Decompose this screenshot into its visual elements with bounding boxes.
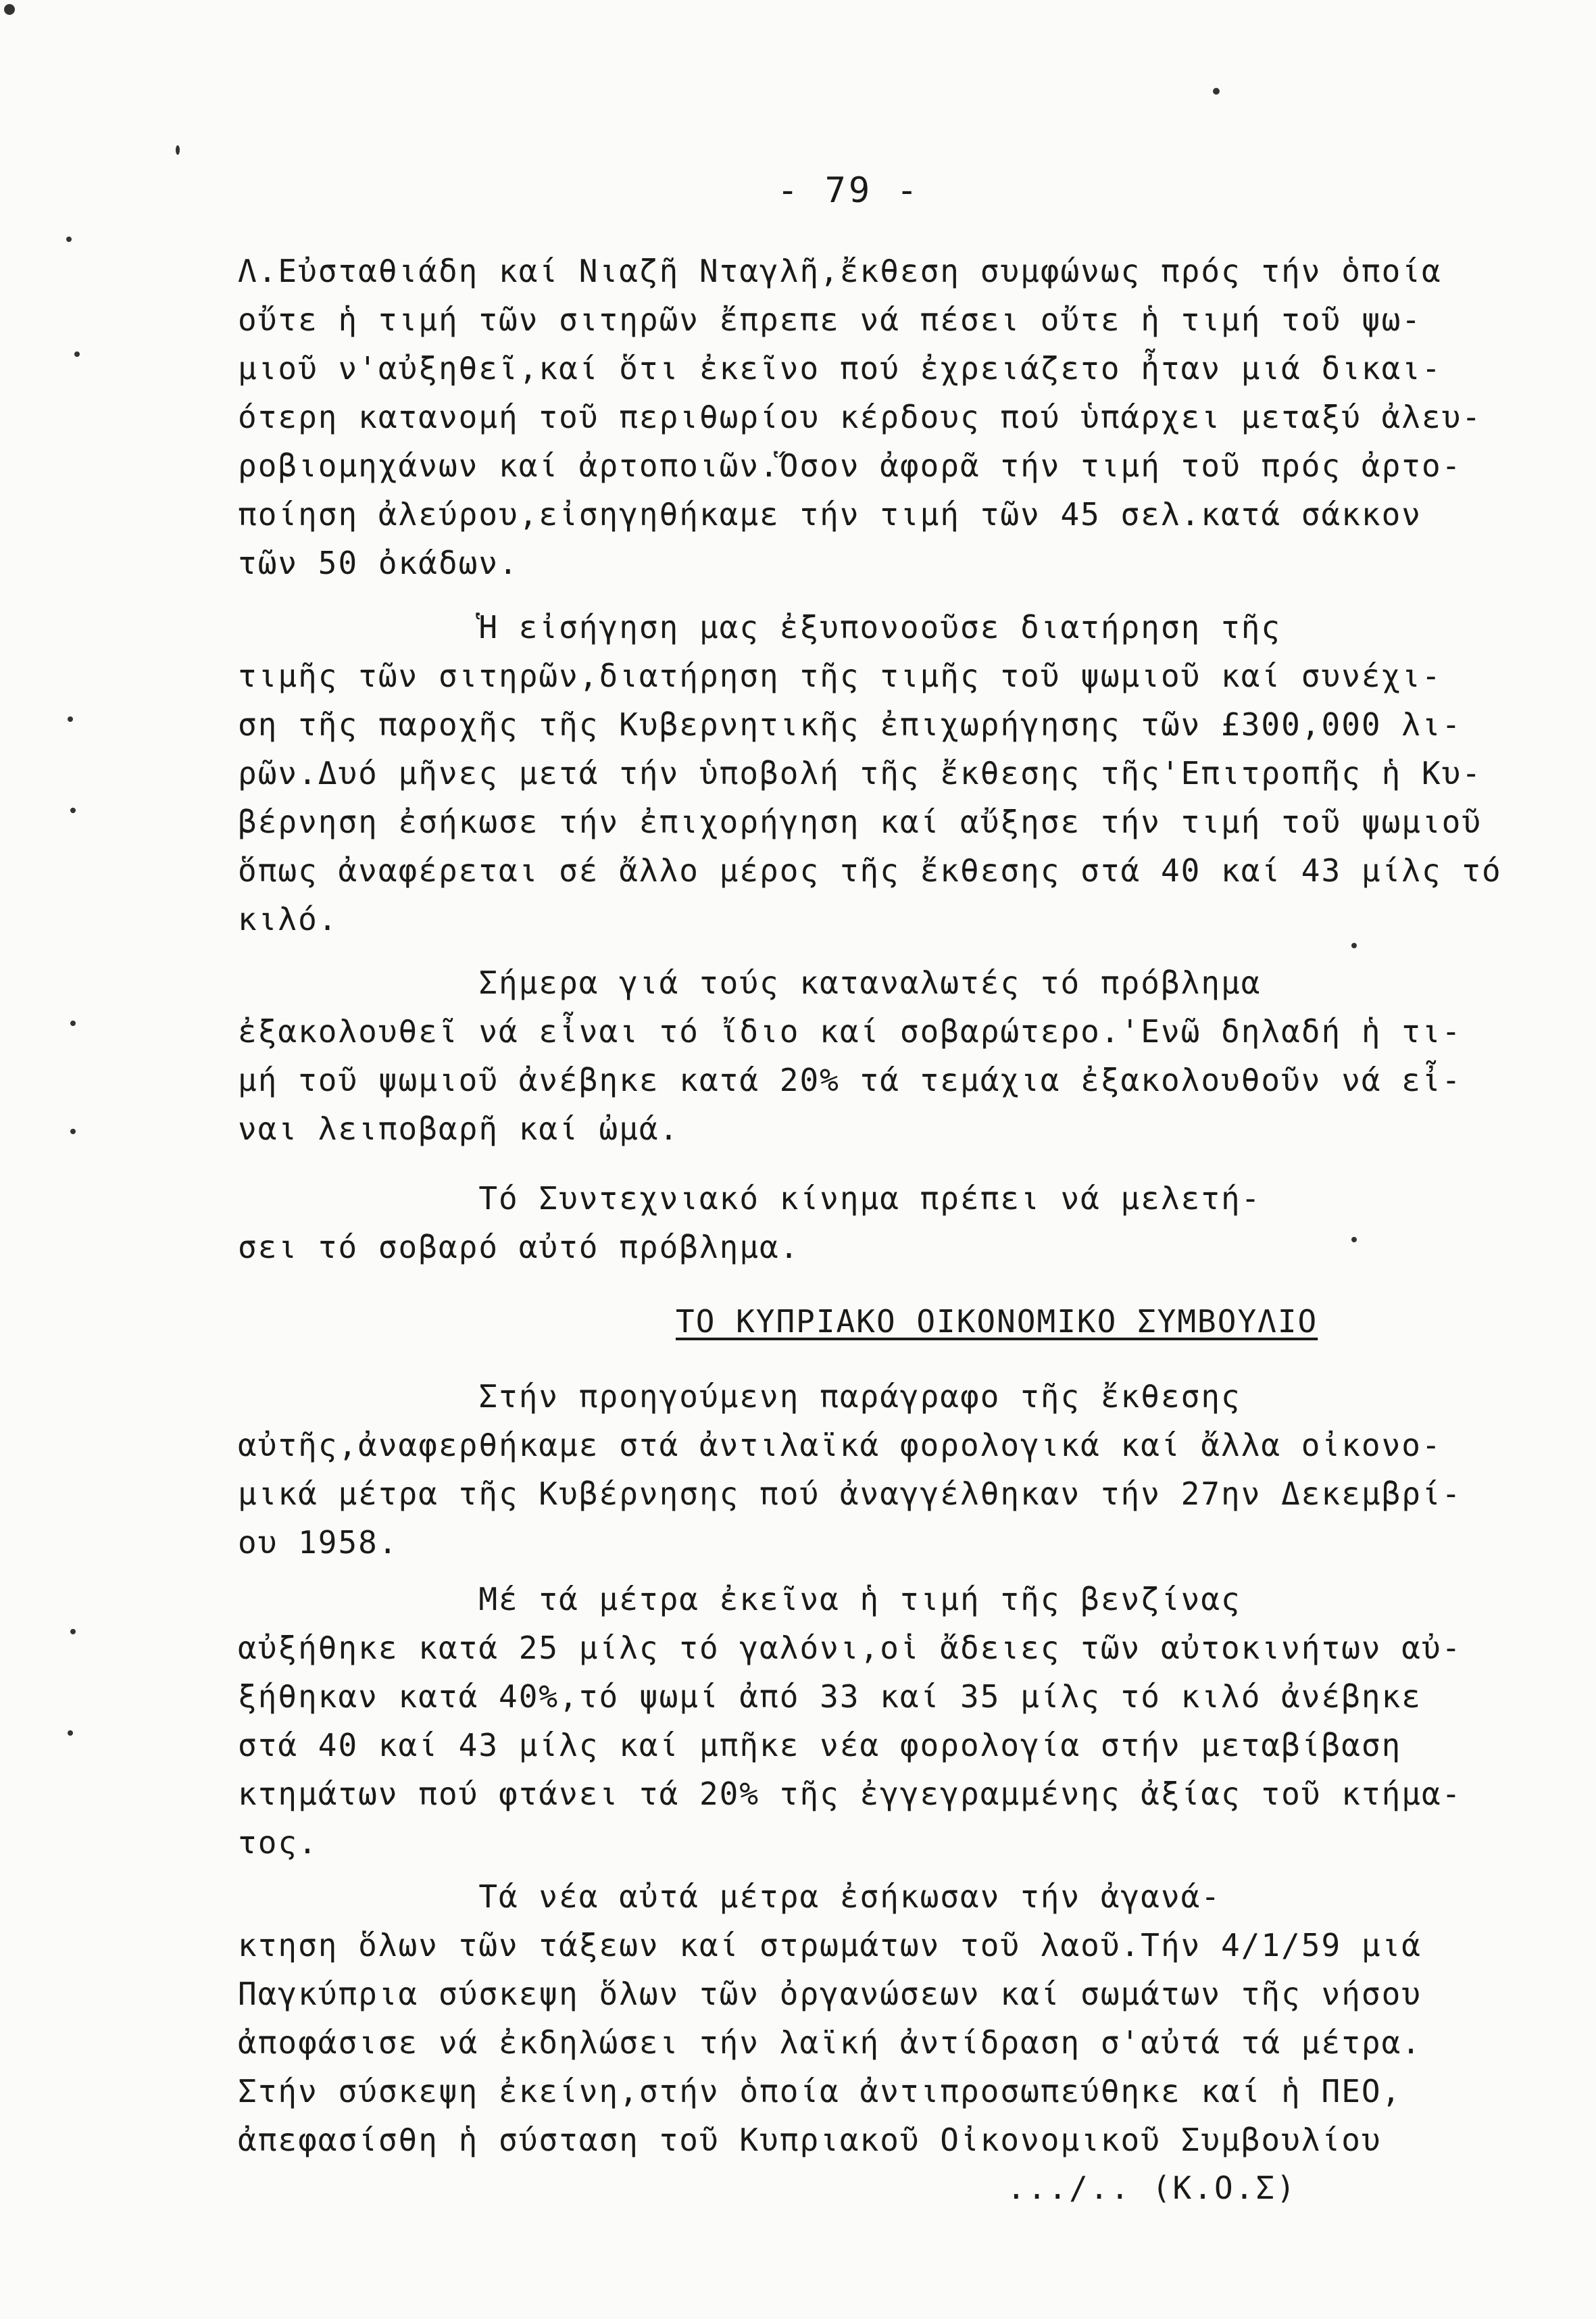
paragraph: Λ.Εὐσταθιάδη καί Νιαζῆ Νταγλῆ,ἔκθεση συμφώνως πρός τήν ὁποία οὔτε ἡ τιμή τῶν σιτηρῶν ἔπρεπε νά πέσει οὔτε ἡ τιμή τοῦ ψω- μιοῦ ν'αὐξηθεῖ,καί ὅτι ἐκεῖνο πού ἐχρειάζετο ἦταν μιά δικαι- ότερη κατανομή τοῦ περιθωρίου κέρδους πού ὑπάρχει μεταξύ ἀλευ- ροβιομηχάνων καί ἀρτοποιῶν.Ὅσον ἀφορᾶ τήν τιμή τοῦ πρός ἀρτο- ποίηση ἀλεύρου,εἰσηγηθήκαμε τήν τιμή τῶν 45 σελ.κατά σάκκον τῶν 50 ὀκάδων. [238, 253, 1482, 581]
scan-speck [74, 351, 80, 357]
continuation-reference: .../.. (Κ.Ο.Σ) [1007, 2170, 1297, 2206]
scan-speck [70, 1129, 76, 1134]
paragraph: Τό Συντεχνιακό κίνημα πρέπει νά μελετή- σει τό σοβαρό αὐτό πρόβλημα. [238, 1180, 1262, 1265]
scan-speck [4, 4, 15, 15]
page-number: - 79 - [777, 170, 920, 211]
scan-speck [68, 716, 73, 722]
scan-speck [176, 145, 180, 155]
paragraph: Τά νέα αὐτά μέτρα ἐσήκωσαν τήν ἀγανά- κτηση ὅλων τῶν τάξεων καί στρωμάτων τοῦ λαοῦ.Τήν 4/1/59 μιά Παγκύπρια σύσκεψη ὅλων τῶν ὀργανώσεων καί σωμάτων τῆς νήσου ἀποφάσισε νά ἐκδηλώσει τήν λαϊκή ἀντίδραση σ'αὐτά τά μέτρα. Στήν σύσκεψη ἐκείνη,στήν ὁποία ἀντιπροσωπεύθηκε καί ἡ ΠΕΟ, ἀπεφασίσθη ἡ σύσταση τοῦ Κυπριακοῦ Οἰκονομικοῦ Συμβουλίου [238, 1878, 1422, 2158]
paragraph: Στήν προηγούμενη παράγραφο τῆς ἔκθεσης αὐτῆς,ἀναφερθήκαμε στά ἀντιλαϊκά φορολογικά καί ἄλλα οἰκονο- μικά μέτρα τῆς Κυβέρνησης πού ἀναγγέλθηκαν τήν 27ην Δεκεμβρί- ου 1958. [238, 1378, 1462, 1561]
scan-speck [1351, 943, 1357, 948]
paragraph: Ἡ εἰσήγηση μας ἐξυπονοοῦσε διατήρηση τῆς τιμῆς τῶν σιτηρῶν,διατήρηση τῆς τιμῆς τοῦ ψωμιοῦ καί συνέχι- ση τῆς παροχῆς τῆς Κυβερνητικῆς ἐπιχωρήγησης τῶν £300,000 λι- ρῶν.Δυό μῆνες μετά τήν ὑποβολή τῆς ἔκθεσης τῆς'Επιτροπῆς ἡ Κυ- βέρνηση ἐσήκωσε τήν ἐπιχορήγηση καί αὔξησε τήν τιμή τοῦ ψωμιοῦ ὅπως ἀναφέρεται σέ ἄλλο μέρος τῆς ἔκθεσης στά 40 καί 43 μίλς τό κιλό. [238, 609, 1502, 937]
paragraph: Μέ τά μέτρα ἐκεῖνα ἡ τιμή τῆς βενζίνας αὐξήθηκε κατά 25 μίλς τό γαλόνι,οἱ ἄδειες τῶν αὐτοκινήτων αὐ- ξήθηκαν κατά 40%,τό ψωμί ἀπό 33 καί 35 μίλς τό κιλό ἀνέβηκε στά 40 καί 43 μίλς καί μπῆκε νέα φορολογία στήν μεταβίβαση κτημάτων πού φτάνει τά 20% τῆς ἐγγεγραμμένης ἀξίας τοῦ κτήμα- τος. [238, 1581, 1462, 1861]
scan-speck [70, 1021, 76, 1026]
scan-speck [70, 808, 76, 813]
scan-speck [70, 1629, 76, 1634]
scan-speck [66, 237, 72, 242]
paragraph: Σήμερα γιά τούς καταναλωτές τό πρόβλημα ἐξακολουθεῖ νά εἶναι τό ἴδιο καί σοβαρώτερο.'Ενῶ δηλαδή ἡ τι- μή τοῦ ψωμιοῦ ἀνέβηκε κατά 20% τά τεμάχια ἐξακολουθοῦν νά εἶ- ναι λειποβαρῆ καί ὠμά. [238, 965, 1462, 1147]
scan-speck [1213, 88, 1220, 95]
scan-speck [68, 1730, 73, 1736]
section-heading: ΤΟ ΚΥΠΡΙΑΚΟ ΟΙΚΟΝΟΜΙΚΟ ΣΥΜΒΟΥΛΙΟ [676, 1303, 1318, 1340]
